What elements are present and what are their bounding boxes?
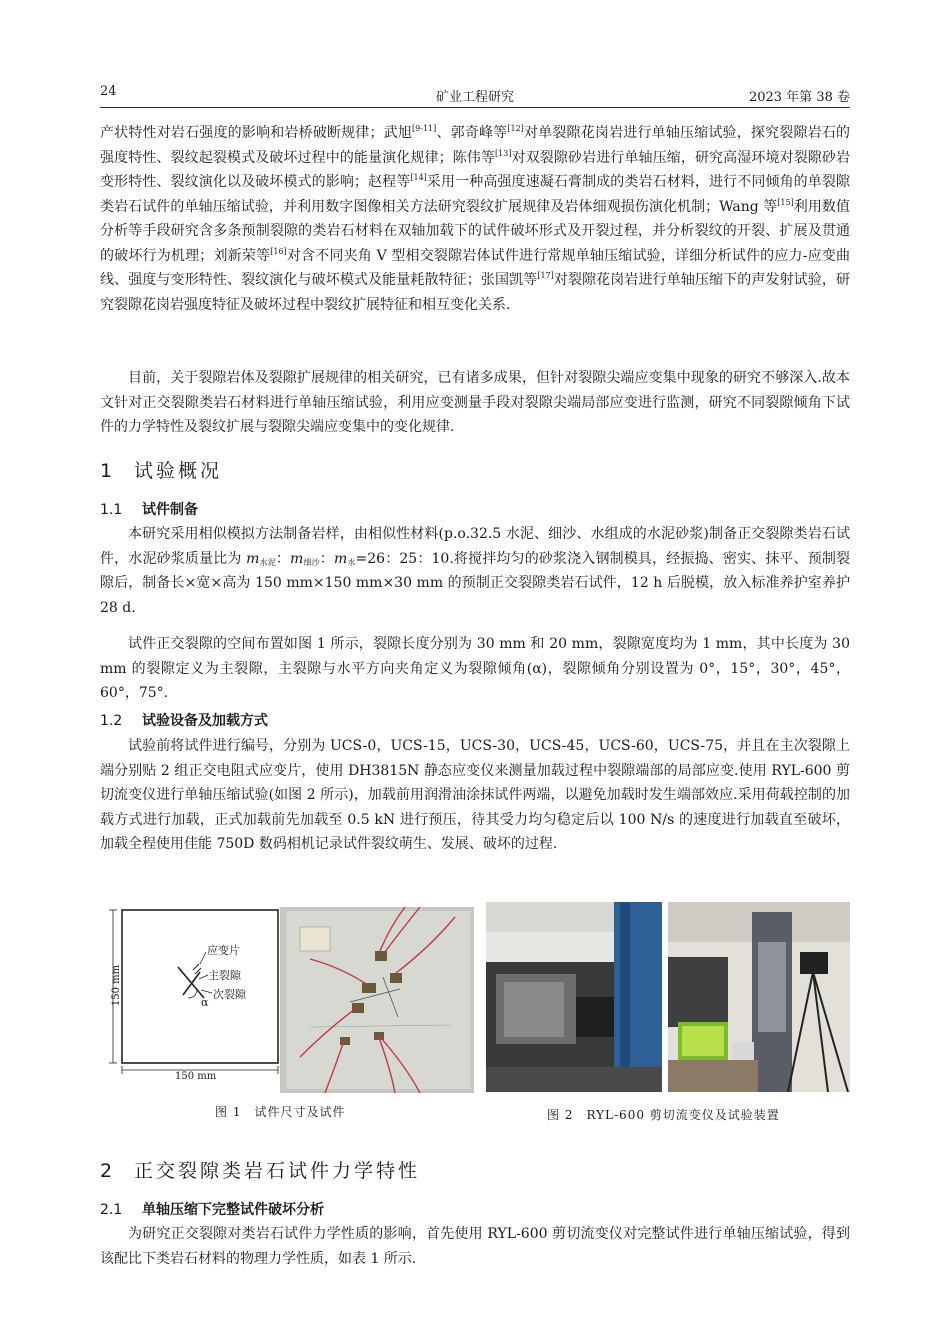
- volume-info: 2023 年第 38 卷: [748, 90, 850, 105]
- dimension-height-label: 150 mm: [111, 964, 123, 1007]
- subsection-heading-2-1: 2.1 单轴压缩下完整试件破坏分析: [100, 1202, 324, 1218]
- citation: [15]: [777, 197, 794, 207]
- journal-title: 矿业工程研究: [435, 90, 514, 105]
- figure-1: [100, 902, 475, 1094]
- citation: [12]: [507, 124, 524, 133]
- test-setup-photo: [668, 902, 850, 1092]
- page-number: 24: [100, 84, 117, 99]
- main-crack-label: 主裂隙: [208, 969, 241, 982]
- subsection-heading-1-1: 1.1 试件制备: [100, 502, 198, 518]
- paragraph-crack-layout: 试件正交裂隙的空间布置如图 1 所示，裂隙长度分别为 30 mm 和 20 mm，裂隙宽度均为 1 mm，其中长度为 30 mm 的裂隙定义为主裂隙，主裂隙与水平方向夹角定义为裂隙倾角(α)，裂隙倾角分别设置为 0°，15°，30°，45°，60°，75°.: [100, 636, 850, 701]
- intro-paragraph-2: 目前，关于裂隙岩体及裂隙扩展规律的相关研究，已有诸多成果，但针对裂隙尖端应变集中现象的研究不够深入.故本文针对正交裂隙类岩石材料进行单轴压缩试验，利用应变测量手段对裂隙尖端局部应变进行监测，研究不同裂隙倾角下试件的力学特性及裂纹扩展与裂隙尖端应变集中的变化规律.: [100, 370, 850, 435]
- intro-paragraph-1: 产状特性对岩石强度的影响和岩桥破断规律；武旭[9-11]、郭奇峰等[12]对单裂隙花岗岩进行单轴压缩试验，探究裂隙岩石的强度特性、裂纹起裂模式及破坏过程中的能量演化规律；陈伟等[13]对双裂隙砂岩进行单轴压缩，研究高湿环境对裂隙砂岩变形特性、裂纹演化以及破坏模式的影响；赵程等[14]采用一种高强度速凝石膏制成的类岩石材料，进行不同倾角的单裂隙类岩石试件的单轴压缩试验，并利用数字图像相关方法研究裂纹扩展规律及岩体细观损伤演化机制；Wang 等[15]利用数值分析等手段研究含多条预制裂隙的类岩石材料在双轴加载下的试件破坏形式及开裂过程，并分析裂纹的开裂、扩展及贯通的破坏行为机理；刘新荣等[16]对含不同夹角 V 型相交裂隙岩体试件进行常规单轴压缩试验，详细分析试件的应力-应变曲线、强度与变形特性、裂纹演化与破坏模式及能量耗散特征；张国凯等[17]对裂隙花岗岩进行单轴压缩下的声发射试验，研究裂隙花岗岩强度特征及破坏过程中裂纹扩展特征和相互变化关系.: [100, 124, 851, 313]
- specimen-photo: [280, 907, 474, 1093]
- figure-2-caption: 图 2 RYL-600 剪切流变仪及试验装置: [547, 1108, 780, 1122]
- header-rule: [100, 107, 850, 108]
- secondary-crack-label: 次裂隙: [213, 988, 246, 1001]
- dimension-width-label: 150 mm: [175, 1071, 217, 1082]
- paragraph-specimen-prep: 本研究采用相似模拟方法制备岩样，由相似性材料(p.o.32.5 水泥、细沙、水组成的水泥砂浆)制备正交裂隙类岩石试件，水泥砂浆质量比为 $m_{水泥}$：$m_{细沙}$：$m_水=26$：25：10.将搅拌均匀的砂浆浇入钢制模具，经振捣、密实、抹平、预制裂隙后，制备长×宽×高为 150 mm×150 mm×30 mm 的预制正交裂隙类岩石试件，12 h 后脱模，放入标准养护室养护 28 d.: [100, 526, 851, 616]
- paragraph-loading: 试验前将试件进行编号，分别为 UCS-0，UCS-15，UCS-30，UCS-45，UCS-60，UCS-75，并且在主次裂隙上端分别贴 2 组正交电阻式应变片，使用 DH3815N 静态应变仪来测量加载过程中裂隙端部的局部应变.使用 RYL-600 剪切流变仪进行单轴压缩试验(如图 2 所示)，加载前用润滑油涂抹试件两端，以避免加载时发生端部效应.采用荷载控制的加载方式进行加载，正式加载前先加载至 0.5 kN 进行预压，待其受力均匀稳定后以 100 N/s 的速度进行加载直至破坏，加载全程使用佳能 750D 数码相机记录试件裂纹萌生、发展、破坏的过程.: [100, 738, 850, 852]
- shear-rheometer-photo: [486, 902, 662, 1092]
- paragraph-intact-specimen: 为研究正交裂隙对类岩石试件力学性质的影响，首先使用 RYL-600 剪切流变仪对完整试件进行单轴压缩试验，得到该配比下类岩石材料的物理力学性质，如表 1 所示.: [100, 1226, 850, 1267]
- section-heading-1: 1 试验概况: [100, 460, 223, 482]
- section-heading-2: 2 正交裂隙类岩石试件力学特性: [100, 1160, 421, 1182]
- citation: [16]: [270, 246, 287, 256]
- running-header: [100, 84, 850, 106]
- subsection-heading-1-2: 1.2 试验设备及加载方式: [100, 713, 268, 729]
- citation: [13]: [495, 148, 512, 158]
- citation: [14]: [410, 173, 427, 182]
- citation: [17]: [537, 271, 554, 280]
- alpha-label: α: [201, 996, 209, 1009]
- figure-1-caption: 图 1 试件尺寸及试件: [215, 1105, 346, 1119]
- citation: [9-11]: [412, 124, 437, 133]
- strain-gauge-label: 应变片: [207, 944, 240, 957]
- figure-2: [486, 902, 850, 1094]
